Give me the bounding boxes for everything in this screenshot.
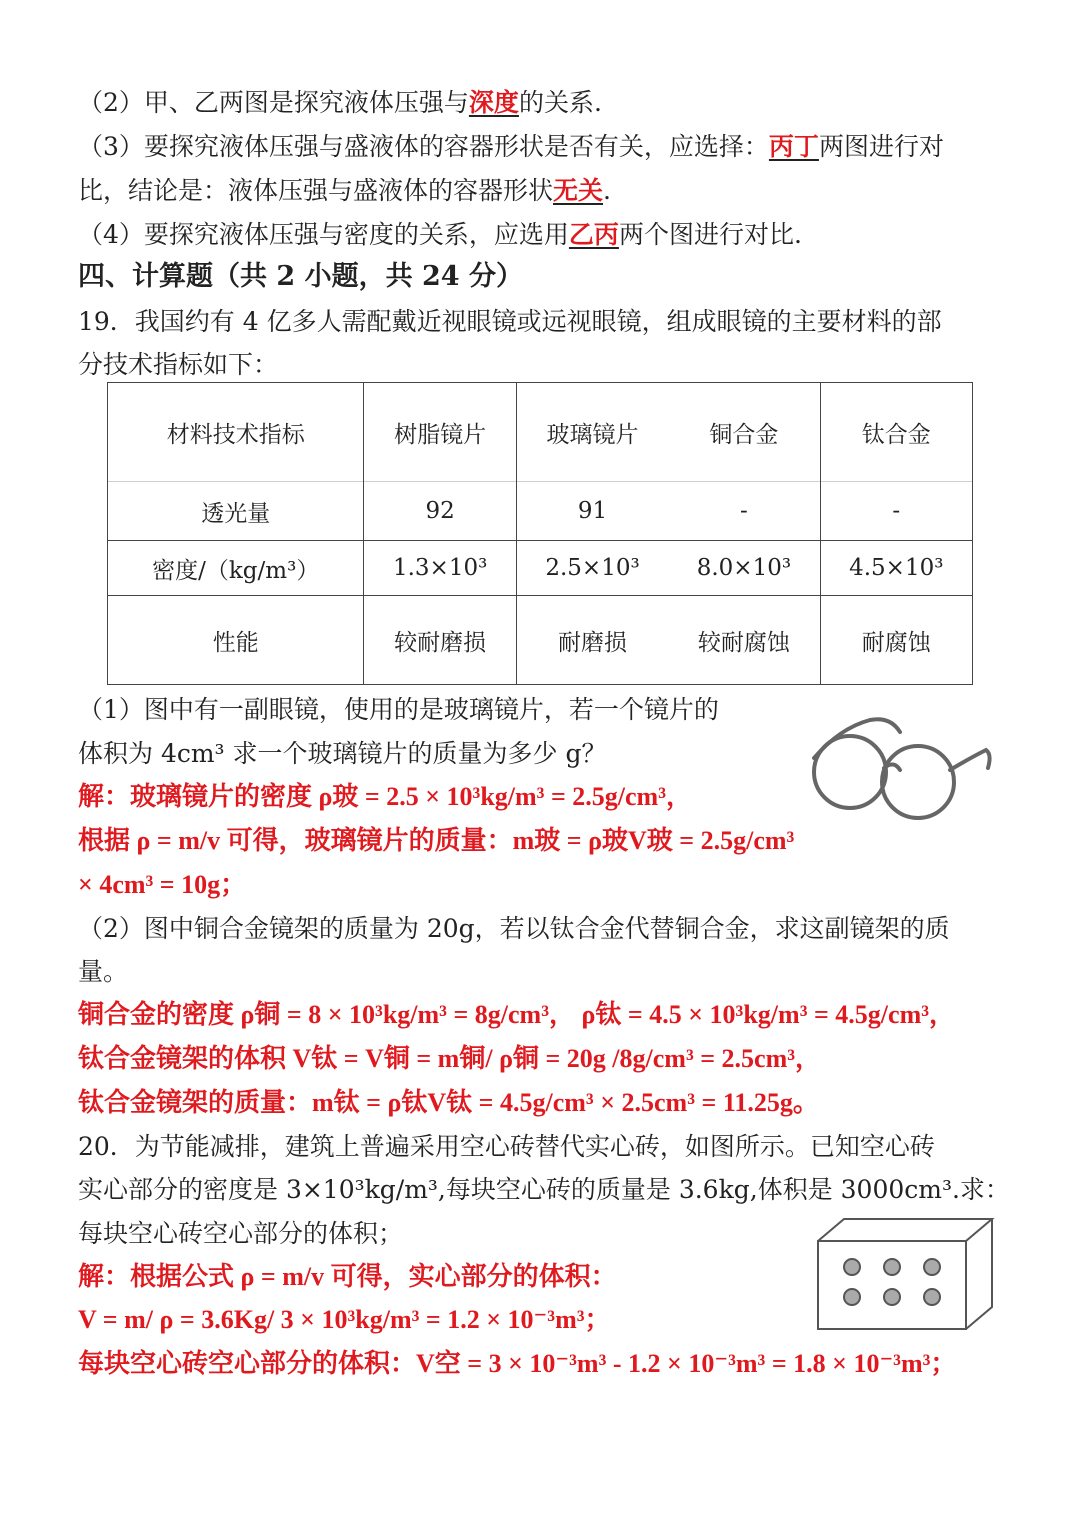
- table-header-cell: 钛合金: [820, 383, 972, 482]
- q19-line-1: 19．我国约有 4 亿多人需配戴近视眼镜或远视眼镜，组成眼镜的主要材料的部: [78, 307, 942, 336]
- table-cell: 透光量: [108, 482, 364, 541]
- table-cell: 8.0×10³: [668, 541, 820, 596]
- q3-text-mid: 两图进行对: [818, 132, 944, 161]
- a19-2-line-2: 钛合金镜架的体积 V钛 = V铜 = m铜/ ρ铜 = 20g /8g/cm³ = 2.5cm³，: [78, 1044, 822, 1073]
- materials-table: [107, 382, 973, 685]
- table-header-cell: 树脂镜片: [364, 383, 516, 482]
- table-row: [108, 541, 973, 596]
- q19-2-line-1: （2）图中铜合金镜架的质量为 20g，若以钛合金代替铜合金，求这副镜架的质: [78, 914, 950, 943]
- table-cell: 密度/（kg/m³）: [108, 541, 364, 596]
- table-cell: 1.3×10³: [364, 541, 516, 596]
- table-header-cell: 材料技术指标: [108, 383, 364, 482]
- table-cell: 2.5×10³: [516, 541, 668, 596]
- q3-text: （3）要探究液体压强与盛液体的容器形状是否有关，应选择：: [78, 132, 769, 161]
- q19-1-line-1: （1）图中有一副眼镜，使用的是玻璃镜片，若一个镜片的: [78, 695, 719, 724]
- table-cell: 较耐腐蚀: [668, 596, 820, 685]
- q2-text-end: 的关系.: [518, 88, 602, 117]
- table-header-row: [108, 383, 973, 482]
- table-row: [108, 596, 973, 685]
- q3-text-2: 比，结论是：液体压强与盛液体的容器形状: [78, 176, 554, 205]
- q2-line: [78, 86, 1010, 120]
- a20-line-2: V = m/ ρ = 3.6Kg/ 3 × 10³kg/m³ = 1.2 × 10⁻³m³；: [78, 1305, 611, 1334]
- a19-1-line-1: 解：玻璃镜片的密度 ρ玻 = 2.5 × 10³kg/m³ = 2.5g/cm³，: [78, 782, 693, 811]
- table-cell: -: [668, 482, 820, 541]
- a19-1-line-2: 根据 ρ = m/v 可得，玻璃镜片的质量：m玻 = ρ玻V玻 = 2.5g/cm³: [78, 826, 795, 855]
- table-row: [108, 482, 973, 541]
- q3-answer-1: 丙丁: [768, 132, 819, 161]
- q4-line: [78, 218, 1010, 252]
- q4-text-end: 两个图进行对比.: [618, 220, 802, 249]
- q3-text-end: .: [603, 176, 611, 205]
- table-cell: 4.5×10³: [820, 541, 972, 596]
- q2-answer: 深度: [468, 88, 519, 117]
- table-cell: 较耐磨损: [364, 596, 516, 685]
- q19-2-line-2: 量。: [78, 957, 129, 986]
- a19-1-line-3: × 4cm³ = 10g；: [78, 870, 247, 899]
- table-cell: -: [820, 482, 972, 541]
- table-cell: 92: [364, 482, 516, 541]
- table-header-cell: 铜合金: [668, 383, 820, 482]
- a20-line-1: 解：根据公式 ρ = m/v 可得，实心部分的体积：: [78, 1262, 617, 1291]
- q4-text: （4）要探究液体压强与密度的关系，应选用: [78, 220, 569, 249]
- a20-line-3: 每块空心砖空心部分的体积：V空 = 3 × 10⁻³m³ - 1.2 × 10⁻³m³ = 1.8 × 10⁻³m³；: [78, 1349, 957, 1378]
- q3-answer-2: 无关: [553, 176, 604, 205]
- section-title: 四、计算题（共 2 小题，共 24 分）: [78, 261, 523, 292]
- a19-2-line-3: 钛合金镜架的质量：m钛 = ρ钛V钛 = 4.5g/cm³ × 2.5cm³ = 11.25g。: [78, 1088, 819, 1117]
- table-cell: 性能: [108, 596, 364, 685]
- q20-line-3: 每块空心砖空心部分的体积；: [78, 1219, 404, 1248]
- q20-line-2: 实心部分的密度是 3×10³kg/m³,每块空心砖的质量是 3.6kg,体积是 3000cm³.求：: [78, 1175, 1010, 1204]
- table-cell: 耐腐蚀: [820, 596, 972, 685]
- table-cell: 耐磨损: [516, 596, 668, 685]
- q3-line-1: [78, 130, 1010, 164]
- a19-2-line-1: 铜合金的密度 ρ铜 = 8 × 10³kg/m³ = 8g/cm³， ρ钛 = 4.5 × 10³kg/m³ = 4.5g/cm³，: [78, 1000, 956, 1029]
- q19-line-2: 分技术指标如下：: [78, 350, 279, 379]
- table-header-cell: 玻璃镜片: [516, 383, 668, 482]
- q4-answer: 乙丙: [568, 220, 619, 249]
- q20-line-1: 20．为节能减排，建筑上普遍采用空心砖替代实心砖，如图所示。已知空心砖: [78, 1132, 935, 1161]
- q3-line-2: [78, 174, 1010, 208]
- table-cell: 91: [516, 482, 668, 541]
- q2-text: （2）甲、乙两图是探究液体压强与: [78, 88, 469, 117]
- q19-1-line-2: 体积为 4cm³ 求一个玻璃镜片的质量为多少 g？: [78, 739, 607, 768]
